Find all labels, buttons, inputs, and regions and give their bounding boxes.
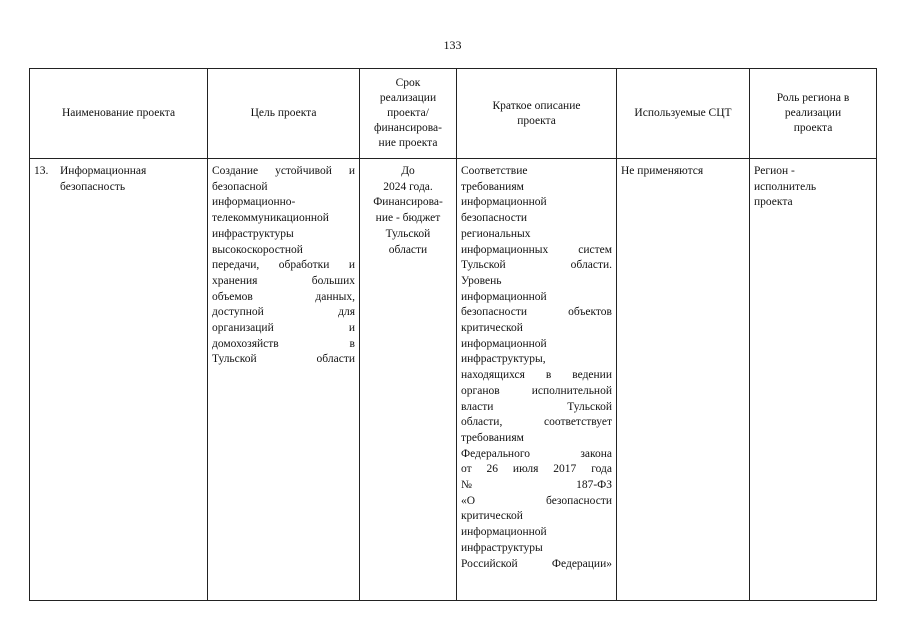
cell-region-role bbox=[750, 159, 877, 601]
project-description-text bbox=[457, 159, 616, 572]
text-line: «О безопасности bbox=[461, 494, 612, 507]
text-line: инфраструктуры bbox=[461, 541, 543, 554]
text-line: домохозяйств в bbox=[212, 337, 355, 350]
text-line: требованиям bbox=[461, 431, 524, 444]
text-line: информационной bbox=[461, 526, 547, 539]
text-line: объемов данных, bbox=[212, 290, 355, 303]
project-term-text bbox=[360, 159, 456, 258]
text-line: проекта bbox=[793, 122, 833, 134]
text-line: информационной bbox=[461, 290, 547, 303]
text-line: находящихся в ведении bbox=[461, 369, 612, 382]
cell-project-goal bbox=[208, 159, 360, 601]
text-line: ние проекта bbox=[378, 137, 438, 149]
text-line: критической bbox=[461, 322, 523, 335]
project-goal-text bbox=[208, 159, 359, 368]
text-line: организаций и bbox=[212, 322, 355, 335]
header-project-goal: Цель проекта bbox=[208, 69, 360, 159]
header-description-text bbox=[463, 99, 610, 129]
text-line: высокоскоростной bbox=[212, 243, 303, 256]
text-line: инфраструктуры bbox=[212, 227, 294, 240]
text-line: финансирова- bbox=[374, 122, 442, 134]
header-project-term bbox=[360, 69, 457, 159]
text-line: Информационная bbox=[60, 165, 147, 177]
text-line: реализации bbox=[379, 92, 437, 104]
text-line: Тульской области bbox=[212, 353, 355, 366]
text-line: реализации bbox=[784, 107, 842, 119]
text-line: инфраструктуры, bbox=[461, 353, 546, 366]
technologies-text: Не применяются bbox=[621, 165, 704, 177]
text-line: области, соответствует bbox=[461, 416, 612, 429]
text-line: области bbox=[388, 243, 428, 256]
text-line: Соответствие bbox=[461, 165, 528, 177]
text-line: Тульской области. bbox=[461, 259, 612, 272]
text-line: безопасности объектов bbox=[461, 306, 612, 319]
text-line: Российской Федерации» bbox=[461, 557, 612, 570]
text-line: Создание устойчивой и bbox=[212, 165, 355, 177]
text-line: власти Тульской bbox=[461, 400, 612, 413]
text-line: безопасной bbox=[212, 180, 268, 193]
header-role-text bbox=[756, 91, 870, 136]
cell-project-name bbox=[30, 159, 208, 601]
page-number: 133 bbox=[443, 38, 462, 52]
header-project-description bbox=[457, 69, 617, 159]
text-line: информационных систем bbox=[461, 243, 612, 256]
text-line: Краткое описание bbox=[492, 99, 581, 112]
text-line: Срок bbox=[395, 77, 421, 89]
text-line: органов исполнительной bbox=[461, 384, 612, 397]
header-term-text bbox=[366, 76, 450, 151]
text-line: региональных bbox=[461, 227, 531, 240]
text-line: До bbox=[401, 165, 415, 177]
text-line: проекта bbox=[754, 196, 793, 209]
table-header-row bbox=[30, 69, 877, 159]
text-line: Роль региона в bbox=[776, 92, 850, 104]
text-line: проекта bbox=[517, 114, 556, 127]
text-line: телекоммуникационной bbox=[212, 212, 329, 225]
header-project-name: Наименование проекта bbox=[30, 69, 208, 159]
text-line: Регион - bbox=[754, 165, 795, 177]
table-row bbox=[30, 159, 877, 601]
text-line: критической bbox=[461, 510, 523, 523]
cell-technologies bbox=[617, 159, 750, 601]
text-line: хранения больших bbox=[212, 274, 355, 287]
text-line: передачи, обработки и bbox=[212, 259, 355, 272]
text-line: исполнитель bbox=[754, 180, 817, 193]
row-number: 13. bbox=[34, 165, 49, 177]
text-line: безопасность bbox=[60, 180, 126, 193]
projects-table bbox=[29, 68, 877, 601]
region-role-text bbox=[750, 159, 876, 211]
cell-project-term bbox=[360, 159, 457, 601]
text-line: информационной bbox=[461, 337, 547, 350]
text-line: от 26 июля 2017 года bbox=[461, 463, 612, 476]
text-line: доступной для bbox=[212, 306, 355, 319]
text-line: Тульской bbox=[385, 227, 431, 240]
text-line: ние - бюджет bbox=[375, 212, 441, 225]
text-line: проекта/ bbox=[387, 107, 429, 119]
text-line: информационно- bbox=[212, 196, 296, 209]
header-region-role bbox=[750, 69, 877, 159]
project-name-text bbox=[60, 164, 203, 195]
text-line: 2024 года. bbox=[383, 180, 433, 193]
text-line: Финансирова- bbox=[373, 196, 443, 209]
cell-project-description bbox=[457, 159, 617, 601]
header-technologies: Используемые СЦТ bbox=[617, 69, 750, 159]
text-line: Уровень bbox=[461, 274, 502, 287]
text-line: Федерального закона bbox=[461, 447, 612, 460]
text-line: безопасности bbox=[461, 212, 528, 225]
text-line: требованиям bbox=[461, 180, 524, 193]
text-line: информационной bbox=[461, 196, 547, 209]
text-line: № 187-ФЗ bbox=[461, 479, 612, 492]
